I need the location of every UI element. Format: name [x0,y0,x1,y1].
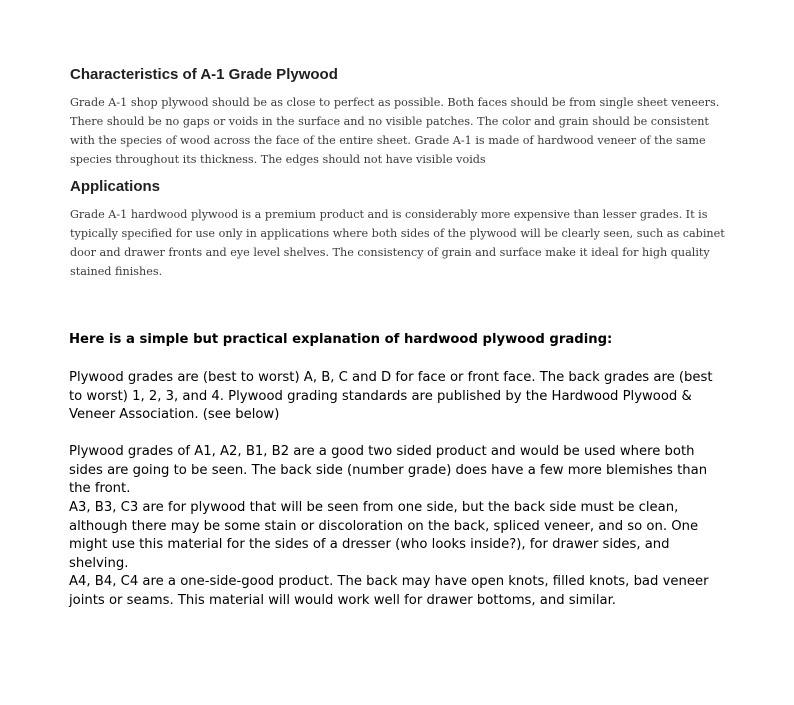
explanation-title: Here is a simple but practical explanation of hardwood plywood grading: [69,332,613,347]
explanation-paragraph-two-sided: Plywood grades of A1, A2, B1, B2 are a good two sided product and would be used where both sides are going to be seen. The back side (number grade) does have a few more blemishes than the front. [69,444,708,496]
characteristics-paragraph: Grade A-1 shop plywood should be as close to perfect as possible. Both faces should be from single sheet veneers. There should be no gaps or voids in the surface and no visible patches. The color and grain should be consistent with the species of wood across the face of the entire sheet. Grade A-1 is made of hardwood veneer of the same species throughout its thickness. The edges should not have visible voids [70,96,720,166]
explanation-paragraph-one-side-clean: A3, B3, C3 are for plywood that will be seen from one side, but the back side must be clean, although there may be some stain or discoloration on the back, spliced veneer, and so on. One might use this material for the sides of a dresser (who looks inside?), for drawer sides, and shelving. [69,500,699,571]
section-heading-characteristics: Characteristics of A-1 Grade Plywood [70,66,338,83]
explanation-paragraph-one-side-good: A4, B4, C4 are a one-side-good product. The back may have open knots, filled knots, bad veneer joints or seams. This material will would work well for drawer bottoms, and similar. [69,574,709,608]
explanation-paragraph-grades: Plywood grades are (best to worst) A, B, C and D for face or front face. The back grades are (best to worst) 1, 2, 3, and 4. Plywood grading standards are published by the Hardwood Plywood & Veneer Association. (see below) [69,370,713,422]
applications-paragraph: Grade A-1 hardwood plywood is a premium product and is considerably more expensive than lesser grades. It is typically specified for use only in applications where both sides of the plywood will be clearly seen, such as cabinet door and drawer fronts and eye level shelves. The consistency of grain and surface make it ideal for high quality stained finishes. [70,208,725,278]
section-heading-applications: Applications [70,178,161,195]
